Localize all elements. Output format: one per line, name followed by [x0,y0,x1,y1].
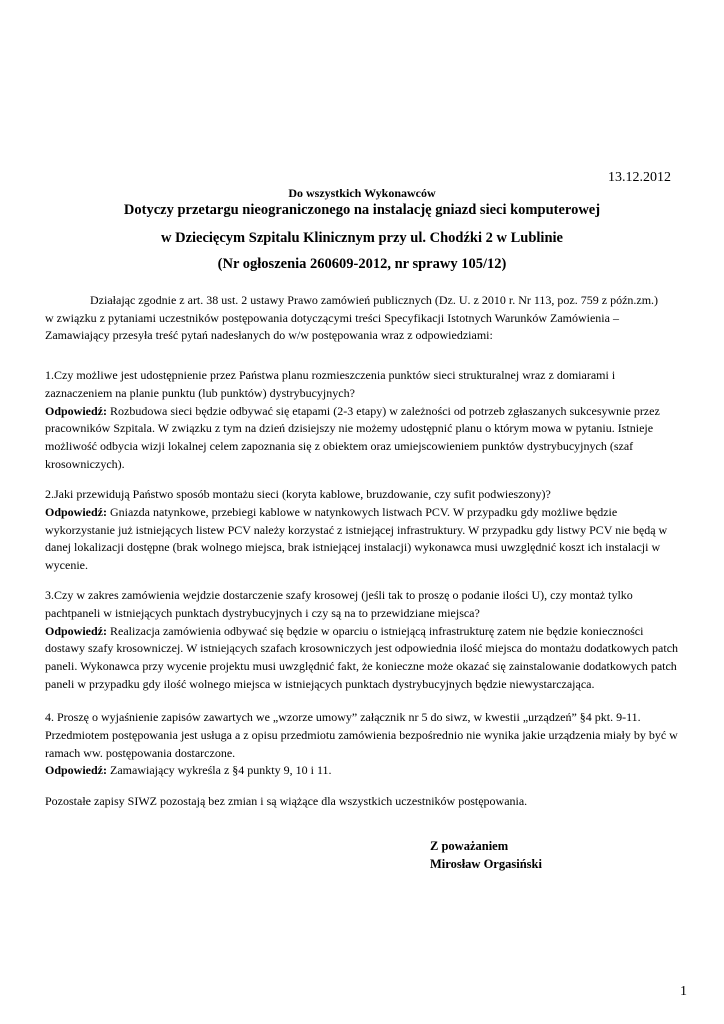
answer-label: Odpowiedź: [45,623,108,638]
closing-statement: Pozostałe zapisy SIWZ pozostają bez zmian i są wiążące dla wszystkich uczestników postępowania. [45,794,528,808]
title-line-3: (Nr ogłoszenia 260609-2012, nr sprawy 105/12) [217,256,507,272]
answer-label: Odpowiedź: [45,504,108,519]
signatory-name: Mirosław Orgasiński [430,857,542,871]
answer-body: Rozbudowa sieci będzie odbywać się etapami (2-3 etapy) w zależności od potrzeb zgłaszanych sukcesywnie przez pracowników Szpitala. W związku z tym na dzień dzisiejszy nie możemy udostępnić planu o którym mowa w pytaniu. Istnieje możliwość odbycia wizji lokalnej celem zapoznania się z obiektem oraz umiejscowieniem punktów dystrybucyjnych (szaf krosowniczych). [45,403,660,471]
page-number: 1 [680,984,687,999]
answer-text [45,762,684,780]
signature-block [430,837,542,873]
intro-paragraph [45,292,684,345]
intro-line: w związku z pytaniami uczestników postępowania dotyczącymi treści Specyfikacji Istotnych Warunków Zamówienia – [45,310,619,325]
intro-line: Działając zgodnie z art. 38 ust. 2 ustawy Prawo zamówień publicznych (Dz. U. z 2010 r. Nr 113, poz. 759 z późn.zm.) [90,293,659,307]
answer-label: Odpowiedź: [45,403,108,418]
answer-label: Odpowiedź: [45,763,108,778]
question-block-3 [45,587,684,694]
answer-text [45,623,684,694]
question-text: 1.Czy możliwe jest udostępnienie przez Państwa planu rozmieszczenia punktów sieci strukturalnej wraz z domiarami i zaznaczeniem na planie punktu (lub punktów) dystrybucyjnych? [45,368,616,400]
answer-body: Gniazda natynkowe, przebiegi kablowe w natynkowych listwach PCV. W przypadku gdy możliwe będzie wykorzystanie już istniejących listew PCV należy korzystać z istniejącej infrastruktury. W przypadku gdy listwy PCV nie będą w danej lokalizacji dostępne (brak wolnego miejsca, brak istniejącej instalacji) wykonawca musi uwzględnić koszt ich instalacji w wycenie. [45,504,668,573]
answer-text [45,504,684,575]
document-date: 13.12.2012 [608,170,671,185]
question-block-2 [45,486,684,575]
answer-body: Realizacja zamówienia odbywać się będzie w oparciu o istniejącą infrastrukturę zatem nie będzie konieczności dostawy szafy krosowniczej. W istniejących szafach krosowniczych jest odpowiednia ilość miejsca do montażu dodatkowych patch paneli. Wykonawca przy wycenie projektu musi uwzględnić fakt, że konieczne może okazać się zainstalowanie dodatkowych patch paneli w przypadku gdy ilość wolnego miejsca w istniejących punktach dystrybucyjnych będzie niewystarczająca. [45,623,679,691]
salutation: Z poważaniem [430,839,509,853]
question-text: 4. Proszę o wyjaśnienie zapisów zawartych we „wzorze umowy” załącznik nr 5 do siwz, w kwestii „urządzeń” §4 pkt. 9-11. Przedmiotem postępowania jest usługa a z opisu przedmiotu zamówienia bezpośrednio nie wynika jakie urządzenia miały by być w ramach ww. postępowania dostarczone. [45,710,678,760]
addressee: Do wszystkich Wykonawców [288,186,436,200]
answer-text [45,403,684,474]
answer-body: Zamawiający wykreśla z §4 punkty 9, 10 i 11. [110,763,332,778]
question-block-4 [45,709,684,780]
title-line-2: w Dziecięcym Szpitalu Klinicznym przy ul. Chodźki 2 w Lublinie [161,230,563,246]
intro-line: Zamawiający przesyła treść pytań nadesłanych do w/w postępowania wraz z odpowiedziami: [45,328,493,343]
title-line-1: Dotyczy przetargu nieograniczonego na instalację gniazd sieci komputerowej [123,202,601,218]
question-text: 2.Jaki przewidują Państwo sposób montażu sieci (koryta kablowe, bruzdowanie, czy sufit podwieszony)? [45,487,551,501]
question-block-1 [45,367,684,474]
question-text: 3.Czy w zakres zamówienia wejdzie dostarczenie szafy krosowej (jeśli tak to proszę o podanie ilości U), czy montaż tylko pachtpaneli w istniejących punktach dystrybucyjnych i czy są na to przewidziane miejsca? [45,588,633,620]
